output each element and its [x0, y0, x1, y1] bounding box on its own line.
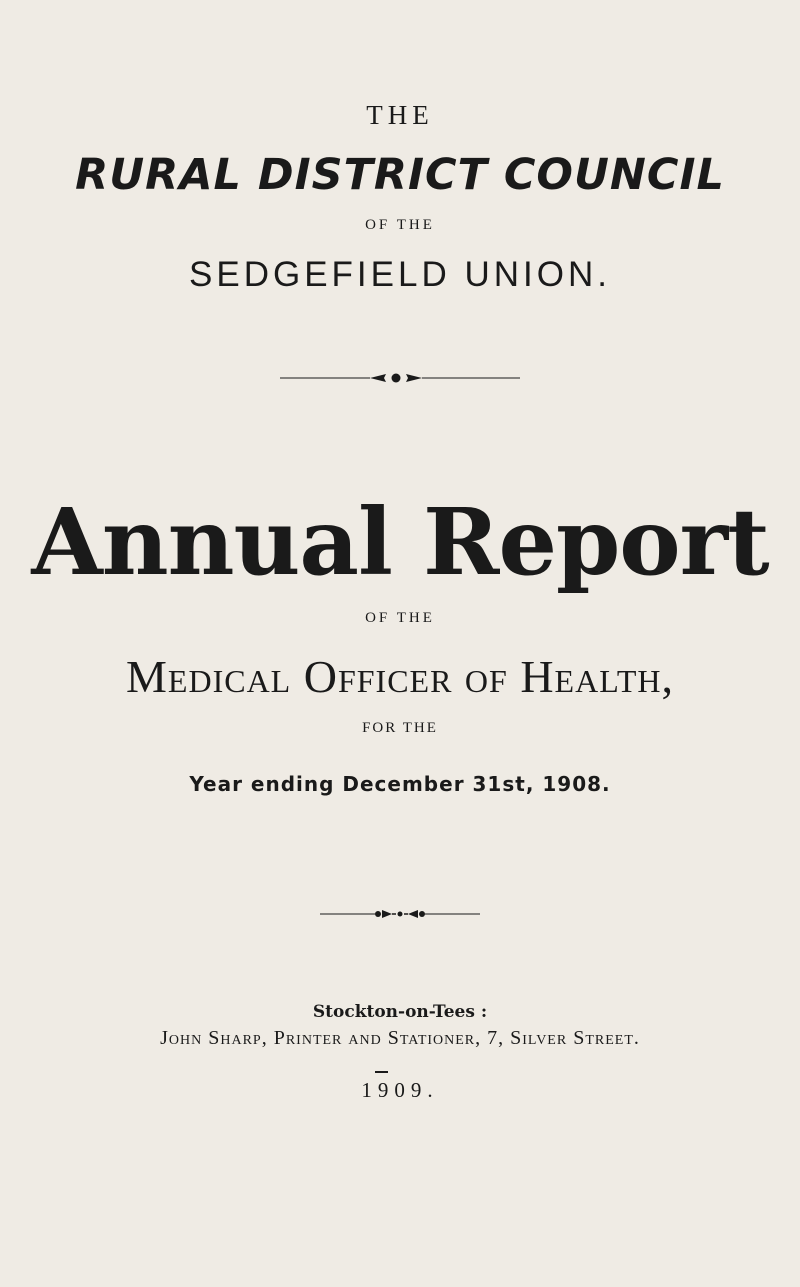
header-of-the: OF THE [365, 217, 435, 233]
union-name: SEDGEFIELD UNION. [189, 255, 611, 294]
ornament-divider-top [0, 370, 800, 386]
report-of-the: OF THE [365, 610, 435, 626]
council-title: RURAL DISTRICT COUNCIL [75, 150, 725, 200]
header-the: THE [366, 100, 434, 130]
imprint-printer: John Sharp, Printer and Stationer, 7, Silver Street. [160, 1027, 640, 1049]
ornament-divider-bottom [0, 907, 800, 921]
imprint-rule [375, 1071, 388, 1073]
officer-title: Medical Officer of Health, [126, 651, 674, 702]
report-for-the: FOR THE [362, 720, 438, 736]
imprint-year: 1909. [361, 1078, 439, 1102]
report-period: Year ending December 31st, 1908. [189, 772, 611, 796]
imprint-place: Stockton-on-Tees : [312, 1002, 488, 1022]
report-title: Annual Report [31, 488, 769, 596]
